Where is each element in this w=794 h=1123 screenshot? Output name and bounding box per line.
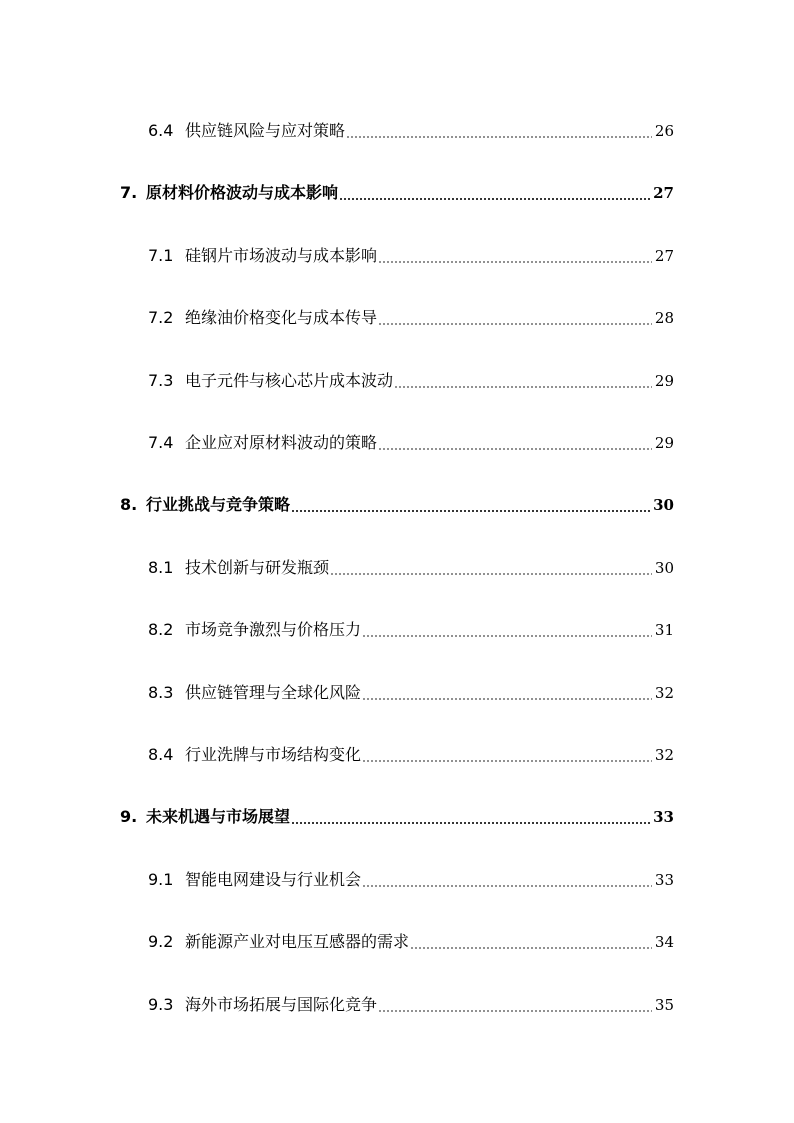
toc-entry-number: 7.2 [148,308,174,327]
dot-leader [291,822,650,824]
toc-entry-title: 未来机遇与市场展望 [146,807,291,826]
toc-entry-title: 原材料价格波动与成本影响 [146,183,339,202]
toc-entry-7-1[interactable] [0,241,794,267]
toc-entry-page: 26 [654,122,674,140]
toc-entry-7-4[interactable] [0,428,794,454]
toc-entry-title: 硅钢片市场波动与成本影响 [185,246,378,265]
dot-leader [378,448,652,450]
dot-leader [330,573,652,575]
toc-entry-page: 31 [654,621,674,639]
toc-entry-number: 8.1 [148,558,174,577]
toc-entry-title: 海外市场拓展与国际化竞争 [185,995,378,1014]
toc-entry-page: 32 [654,684,674,702]
dot-leader [291,510,650,512]
dot-leader [362,698,652,700]
toc-entry-title: 供应链风险与应对策略 [185,121,346,140]
toc-entry-number: 8. [120,495,138,514]
toc-entry-title: 供应链管理与全球化风险 [185,683,362,702]
dot-leader [378,1010,652,1012]
toc-entry-title: 电子元件与核心芯片成本波动 [185,371,394,390]
toc-entry-page: 30 [654,559,674,577]
toc-entry-title: 新能源产业对电压互感器的需求 [185,932,410,951]
toc-entry-page: 30 [653,496,674,514]
toc-entry-number: 9.3 [148,995,174,1014]
toc-entry-number: 7.4 [148,433,174,452]
toc-entry-9-2[interactable] [0,927,794,953]
dot-leader [362,635,652,637]
toc-entry-number: 7.3 [148,371,174,390]
toc-entry-number: 8.4 [148,745,174,764]
toc-entry-page: 29 [654,434,674,452]
dot-leader [378,323,652,325]
toc-entry-page: 27 [653,184,674,202]
toc-entry-number: 9.2 [148,932,174,951]
dot-leader [378,261,652,263]
toc-entry-number: 8.2 [148,620,174,639]
toc-entry-page: 27 [654,247,674,265]
toc-entry-number: 7. [120,183,138,202]
toc-entry-8-1[interactable] [0,553,794,579]
toc-entry-page: 33 [654,871,674,889]
toc-entry-page: 35 [654,996,674,1014]
toc-entry-number: 9. [120,807,138,826]
toc-entry-title: 技术创新与研发瓶颈 [185,558,330,577]
toc-entry-8-3[interactable] [0,678,794,704]
toc-entry-title: 行业挑战与竞争策略 [146,495,291,514]
toc-entry-number: 8.3 [148,683,174,702]
toc-entry-page: 29 [654,372,674,390]
toc-entry-7-2[interactable] [0,303,794,329]
toc-entry-title: 绝缘油价格变化与成本传导 [185,308,378,327]
toc-entry-8[interactable] [0,490,794,516]
toc-entry-page: 32 [654,746,674,764]
toc-entry-title: 市场竞争激烈与价格压力 [185,620,362,639]
toc-entry-8-2[interactable] [0,615,794,641]
toc-entry-number: 7.1 [148,246,174,265]
dot-leader [362,885,652,887]
toc-entry-9-1[interactable] [0,865,794,891]
toc-entry-number: 9.1 [148,870,174,889]
toc-entry-6-4[interactable] [0,116,794,142]
dot-leader [346,136,652,138]
toc-entry-7[interactable] [0,178,794,204]
dot-leader [362,760,652,762]
toc-entry-page: 33 [653,808,674,826]
toc-entry-9[interactable] [0,802,794,828]
toc-entry-number: 6.4 [148,121,174,140]
toc-entry-page: 28 [654,309,674,327]
toc-entry-title: 行业洗牌与市场结构变化 [185,745,362,764]
dot-leader [410,947,652,949]
dot-leader [394,386,652,388]
toc-entry-title: 企业应对原材料波动的策略 [185,433,378,452]
toc-entry-8-4[interactable] [0,740,794,766]
toc-entry-title: 智能电网建设与行业机会 [185,870,362,889]
dot-leader [339,198,650,200]
toc-entry-page: 34 [654,933,674,951]
toc-entry-7-3[interactable] [0,366,794,392]
toc-entry-9-3[interactable] [0,990,794,1016]
